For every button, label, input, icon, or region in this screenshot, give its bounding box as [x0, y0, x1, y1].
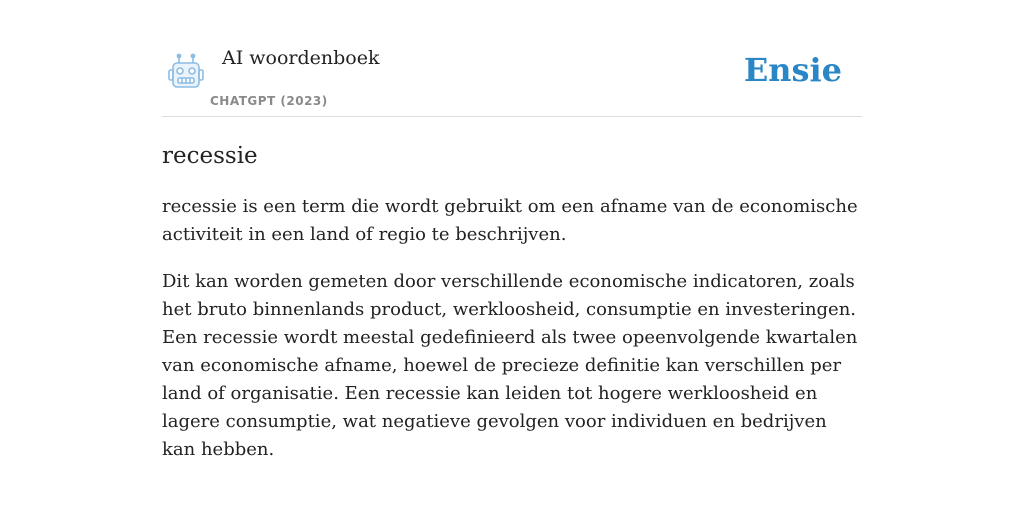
- brand-logo[interactable]: Ensie: [743, 51, 842, 89]
- robot-icon: [166, 52, 206, 92]
- source-subtitle: CHATGPT (2023): [210, 94, 328, 108]
- entry-term: recessie: [162, 143, 258, 169]
- definition-paragraph: Dit kan worden gemeten door verschillende economische indicatoren, zoals het bruto binnenlands product, werkloosheid, consumptie en investeringen. Een recessie wordt meestal gedefinieerd als twee opeenvolgende kwartalen van economische afname, hoewel de precieze definitie kan verschillen per land of organisatie. Een recessie kan leiden tot hogere werkloosheid en lagere consumptie, wat negatieve gevolgen voor individuen en bedrijven kan hebben.: [162, 271, 858, 460]
- entry-header: [162, 36, 862, 117]
- source-title[interactable]: AI woordenboek: [222, 47, 380, 69]
- entry-card: [162, 36, 862, 483]
- definition-paragraph: recessie is een term die wordt gebruikt om een afname van de economische activiteit in een land of regio te beschrijven.: [162, 196, 858, 245]
